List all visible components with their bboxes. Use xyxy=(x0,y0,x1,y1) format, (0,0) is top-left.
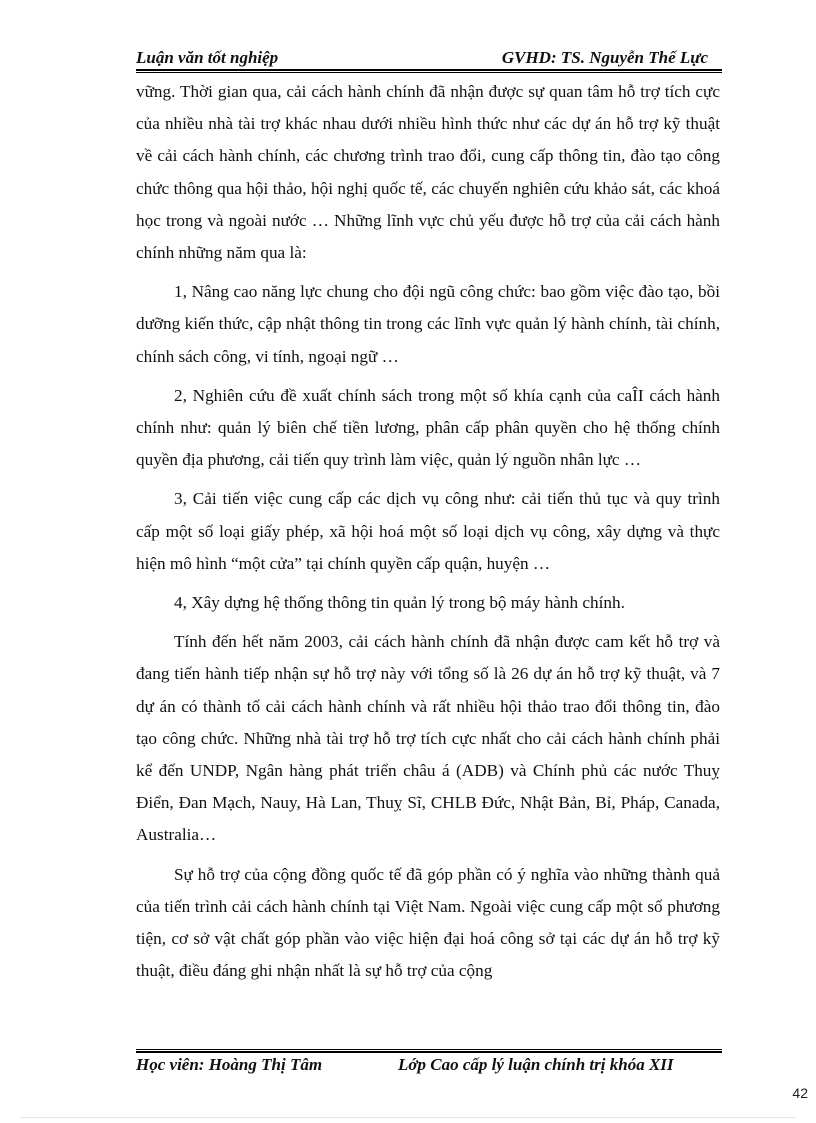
paragraph-item-3: 3, Cải tiến việc cung cấp các dịch vụ công như: cải tiến thủ tục và quy trình cấp một số loại giấy phép, xã hội hoá một số loại dịch vụ công, xây dựng và thực hiện mô hình “một cửa” tại chính quyền cấp quận, huyện … xyxy=(136,489,720,573)
footer-rule xyxy=(136,1049,722,1053)
page-bottom-divider xyxy=(20,1117,796,1118)
header-thesis-title: Luận văn tốt nghiệp xyxy=(136,48,279,67)
page-footer xyxy=(136,1055,722,1077)
header-rule xyxy=(136,69,722,73)
paragraph-item-2: 2, Nghiên cứu đề xuất chính sách trong một số khía cạnh của caÎI cách hành chính như: quản lý biên chế tiền lương, phân cấp phân quyền cho hệ thống chính quyền địa phương, cải tiến quy trình làm việc, quản lý nguồn nhân lực … xyxy=(136,385,720,470)
paragraph-item-4: 4, Xây dựng hệ thống thông tin quản lý trong bộ máy hành chính. xyxy=(174,593,625,613)
page-number: 42 xyxy=(792,1085,808,1101)
paragraph-continuation: vững. Thời gian qua, cải cách hành chính đã nhận được sự quan tâm hỗ trợ tích cực của nhiều nhà tài trợ khác nhau dưới nhiều hình thức như các dự án hỗ trợ kỹ thuật về cải cách hành chính, các chương trình trao đổi, cung cấp thông tin, đào tạo công chức thông qua hội thảo, hội nghị quốc tế, các chuyến nghiên cứu khảo sát, các khoá học trong và ngoài nước … Những lĩnh vực chủ yếu được hỗ trợ của cải cách hành chính những năm qua là: xyxy=(136,82,720,263)
footer-class: Lớp Cao cấp lý luận chính trị khóa XII xyxy=(398,1055,674,1074)
footer-student: Học viên: Hoàng Thị Tâm xyxy=(136,1055,323,1074)
header-supervisor: GVHD: TS. Nguyễn Thế Lực xyxy=(501,48,708,67)
document-body xyxy=(136,76,720,994)
paragraph-item-1: 1, Nâng cao năng lực chung cho đội ngũ công chức: bao gồm việc đào tạo, bồi dưỡng kiến thức, cập nhật thông tin trong các lĩnh vực quản lý hành chính, tài chính, chính sách công, vi tính, ngoại ngữ … xyxy=(136,282,720,366)
paragraph-international-support: Sự hỗ trợ của cộng đồng quốc tế đã góp phần có ý nghĩa vào những thành quả của tiến trình cải cách hành chính tại Việt Nam. Ngoài việc cung cấp một số phương tiện, cơ sở vật chất góp phần vào việc hiện đại hoá công sở tại các dự án hỗ trợ kỹ thuật, điều đáng ghi nhận nhất là sự hỗ trợ của cộng xyxy=(136,864,720,981)
paragraph-summary-2003: Tính đến hết năm 2003, cải cách hành chính đã nhận được cam kết hỗ trợ và đang tiến hành tiếp nhận sự hỗ trợ này với tổng số là 26 dự án hỗ trợ kỹ thuật, và 7 dự án có thành tố cải cách hành chính và rất nhiều hội thảo trao đổi thông tin, đào tạo công chức. Những nhà tài trợ hỗ trợ tích cực nhất cho cải cách hành chính phải kể đến UNDP, Ngân hàng phát triển châu á (ADB) và Chính phủ các nước Thuỵ Điển, Đan Mạch, Nauy, Hà Lan, Thuỵ Sĩ, CHLB Đức, Nhật Bản, Bỉ, Pháp, Canada, Australia… xyxy=(136,632,720,845)
page-header xyxy=(136,48,722,70)
